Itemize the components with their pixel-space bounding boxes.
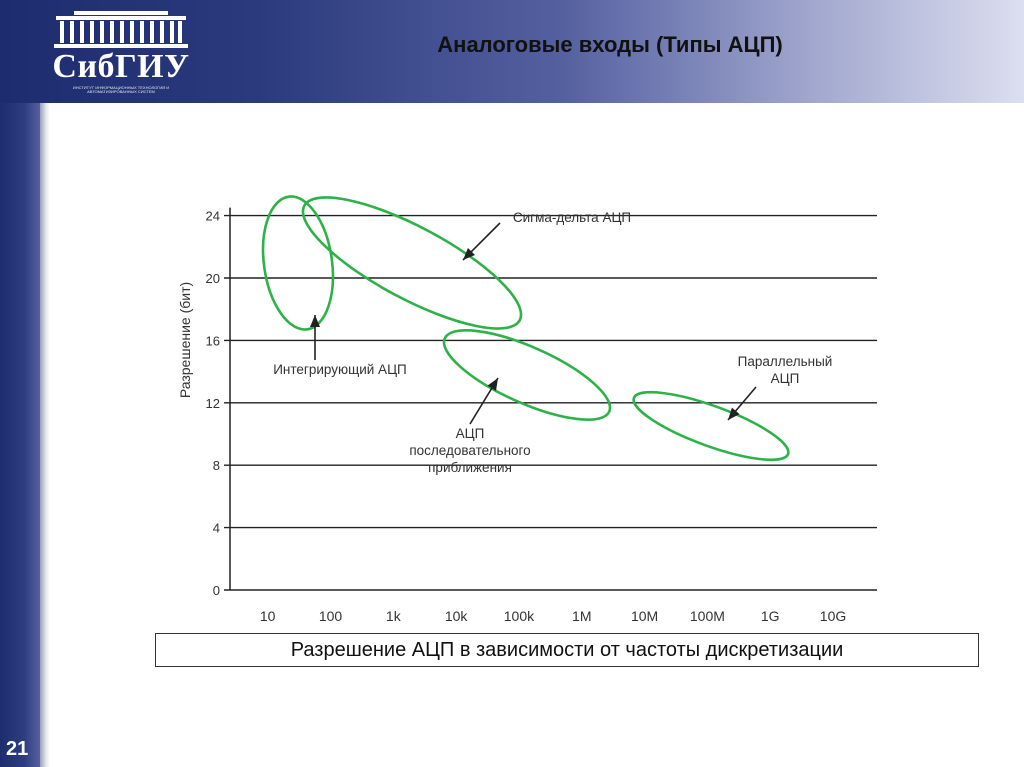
label-parallel-adc: Параллельный АЦП — [737, 354, 833, 386]
x-tick-label: 100M — [689, 608, 725, 624]
left-band-shadow — [40, 103, 50, 767]
label-sigma-delta-adc: Сигма-дельта АЦП — [512, 210, 632, 225]
adc-chart — [150, 180, 910, 630]
y-tick-label: 20 — [205, 271, 220, 286]
x-tick-label: 10 — [259, 608, 276, 624]
x-tick-label: 10M — [630, 608, 659, 624]
university-logo — [46, 8, 196, 98]
region-integrating-adc — [255, 192, 341, 334]
tick-layer — [206, 209, 847, 624]
slide-number: 21 — [6, 738, 29, 760]
x-tick-label: 1G — [760, 608, 780, 624]
region-sigma-delta-adc — [287, 180, 536, 352]
grid-layer — [224, 208, 877, 590]
y-axis-label: Разрешение (бит) — [177, 281, 193, 399]
x-tick-label: 100k — [503, 608, 535, 624]
x-tick-label: 10k — [444, 608, 468, 624]
arrow-head — [310, 315, 320, 327]
x-tick-label: 10G — [819, 608, 847, 624]
caption-box — [155, 633, 979, 667]
y-tick-label: 24 — [205, 208, 220, 224]
caption-text: Разрешение АЦП в зависимости от частоты дискретизации — [290, 638, 844, 661]
building-icon — [46, 8, 196, 52]
x-tick-label: 1M — [572, 608, 592, 624]
page-title: Аналоговые входы (Типы АЦП) — [437, 32, 783, 57]
x-tick-label: 100 — [318, 608, 343, 624]
left-band — [0, 103, 40, 767]
header-band — [0, 0, 1024, 103]
x-tick-label: 1k — [385, 608, 401, 624]
y-tick-label: 8 — [212, 458, 220, 474]
region-parallel-adc — [627, 379, 795, 473]
region-successive-approx-adc — [433, 313, 620, 437]
y-tick-label: 16 — [205, 333, 220, 349]
logo-name: СибГИУ — [52, 48, 190, 85]
label-layer — [273, 210, 832, 475]
label-successive-approx-adc: АЦП последовательного приближения — [409, 426, 531, 475]
arrow-integrating — [310, 315, 320, 360]
arrow-sigma-delta — [463, 223, 500, 260]
y-tick-label: 12 — [205, 395, 220, 411]
label-integrating-adc: Интегрирующий АЦП — [273, 362, 407, 377]
logo-subtitle: ИНСТИТУТ ИНФОРМАЦИОННЫХ ТЕХНОЛОГИЙ И АВТОМАТИЗИРОВАННЫХ СИСТЕМ — [72, 86, 170, 94]
y-tick-label: 4 — [212, 520, 220, 536]
y-tick-label: 0 — [212, 583, 220, 598]
